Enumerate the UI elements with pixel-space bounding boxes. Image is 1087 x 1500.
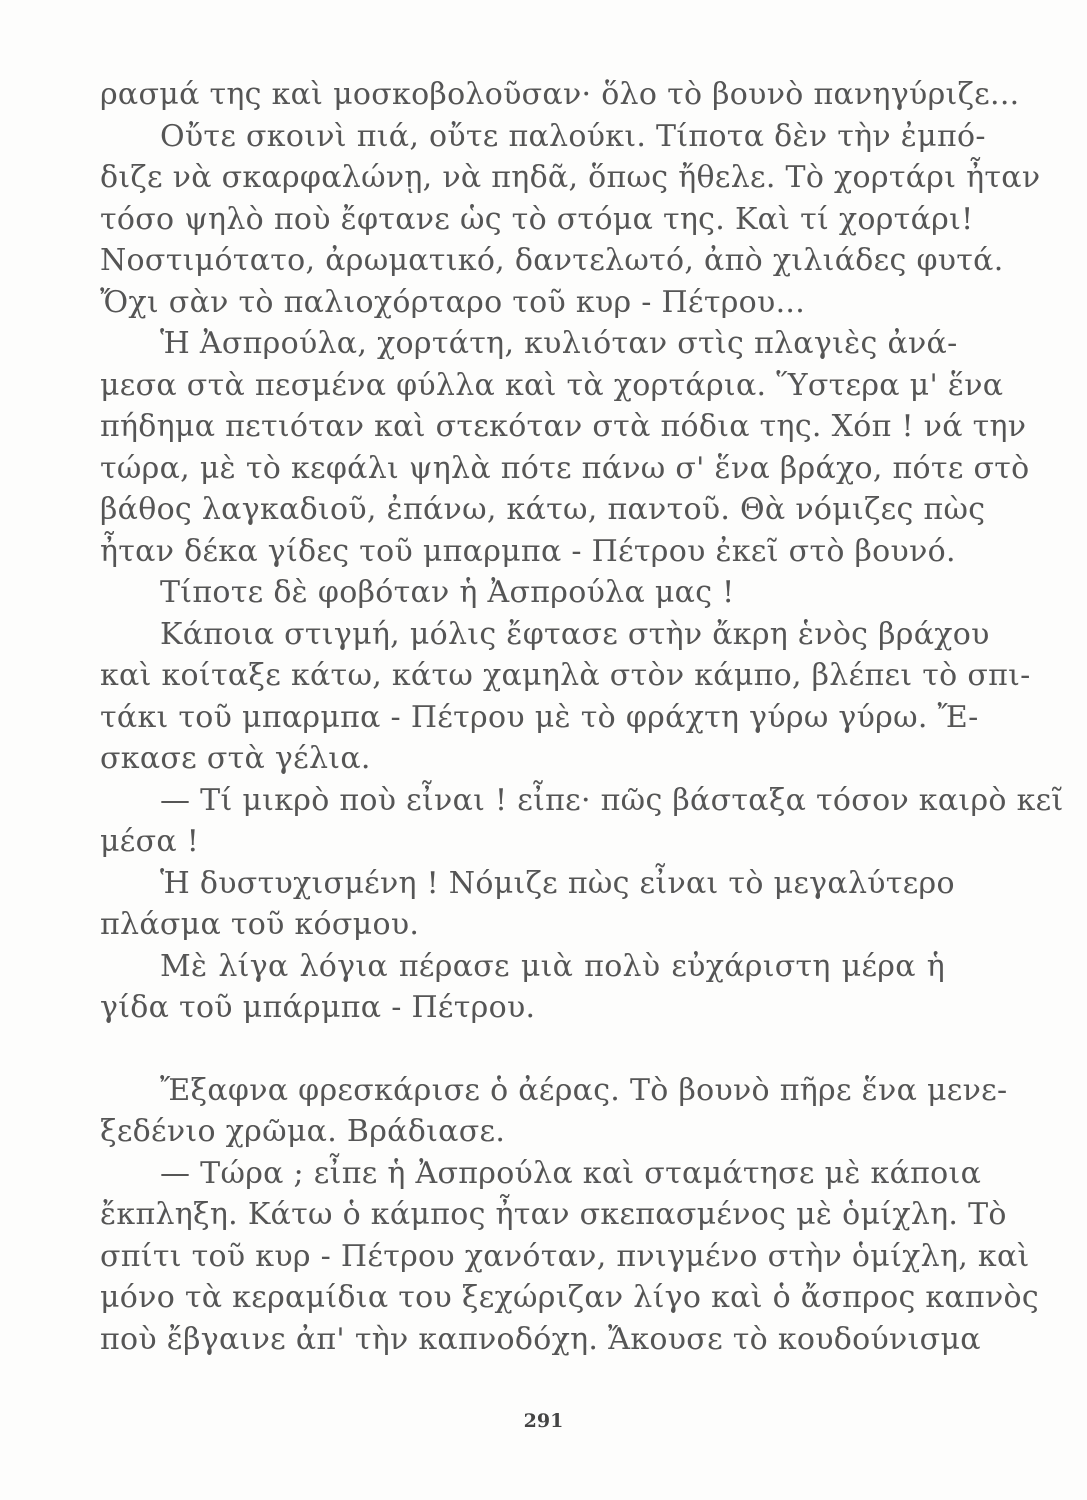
text-line: ρασμά της καὶ μοσκοβολοῦσαν· ὅλο τὸ βουνὸ πανηγύριζε... [100,77,1020,112]
text-line: διζε νὰ σκαρφαλώνῃ, νὰ πηδᾶ, ὅπως ἤθελε. Τὸ χορτάρι ἦταν [100,160,1041,195]
text-line: Ἔξαφνα φρεσκάρισε ὁ ἀέρας. Τὸ βουνὸ πῆρε ἕνα μενε- [160,1072,1008,1108]
text-line: Νοστιμότατο, ἀρωματικό, δαντελωτό, ἀπὸ χιλιάδες φυτά. [100,243,1004,278]
text-line: — Τώρα ; εἶπε ἡ Ἀσπρούλα καὶ σταμάτησε μὲ κάποια [160,1155,982,1191]
text-line: μέσα ! [100,824,200,859]
text-line: πήδημα πετιόταν καὶ στεκόταν στὰ πόδια της. Χόπ ! νά την [100,409,1027,444]
text-line: καὶ κοίταξε κάτω, κάτω χαμηλὰ στὸν κάμπο, βλέπει τὸ σπι- [100,658,1031,693]
text-line: σπίτι τοῦ κυρ - Πέτρου χανόταν, πνιγμένο στὴν ὁμίχλη, καὶ [100,1238,1030,1274]
text-line: ποὺ ἔβγαινε ἀπ' τὴν καπνοδόχη. Ἄκουσε τὸ κουδούνισμα [100,1321,981,1357]
text-line: τάκι τοῦ μπαρμπα - Πέτρου μὲ τὸ φράχτη γύρω γύρω. Ἔ- [100,699,979,735]
text-line: τώρα, μὲ τὸ κεφάλι ψηλὰ πότε πάνω σ' ἕνα βράχο, πότε στὸ [100,450,1030,486]
text-line: Οὔτε σκοινὶ πιά, οὔτε παλούκι. Τίποτα δὲν τὴν ἐμπό- [160,118,986,154]
text-line: πλάσμα τοῦ κόσμου. [100,907,420,942]
text-line: Ἡ Ἀσπρούλα, χορτάτη, κυλιόταν στὶς πλαγιὲς ἀνά- [160,326,958,361]
text-line: — Τί μικρὸ ποὺ εἶναι ! εἶπε· πῶς βάσταξα τόσον καιρὸ κεῖ [160,782,1064,818]
text-line: ἦταν δέκα γίδες τοῦ μπαρμπα - Πέτρου ἐκεῖ στὸ βουνό. [100,533,956,569]
text-line: μεσα στὰ πεσμένα φύλλα καὶ τὰ χορτάρια. Ὕστερα μ' ἕνα [100,367,1004,403]
text-line: μόνο τὰ κεραμίδια του ξεχώριζαν λίγο καὶ ὁ ἄσπρος καπνὸς [100,1280,1040,1315]
text-line: ξεδένιο χρῶμα. Βράδιασε. [100,1114,506,1149]
text-line: ἔκπληξη. Κάτω ὁ κάμπος ἦταν σκεπασμένος μὲ ὁμίχλη. Τὸ [100,1197,1007,1232]
text-line: Ὄχι σὰν τὸ παλιοχόρταρο τοῦ κυρ - Πέτρου... [100,284,806,320]
page-number: 291 [523,1410,564,1432]
text-line: βάθος λαγκαδιοῦ, ἐπάνω, κάτω, παντοῦ. Θὰ νόμιζες πὼς [100,492,986,527]
text-line: Μὲ λίγα λόγια πέρασε μιὰ πολὺ εὐχάριστη μέρα ἡ [160,948,945,984]
text-line: γίδα τοῦ μπάρμπα - Πέτρου. [100,990,536,1025]
text-line: σκασε στὰ γέλια. [100,741,371,776]
text-line: τόσο ψηλὸ ποὺ ἔφτανε ὡς τὸ στόμα της. Καὶ τί χορτάρι! [100,201,974,237]
text-line: Κάποια στιγμή, μόλις ἔφτασε στὴν ἄκρη ἑνὸς βράχου [160,616,990,652]
text-line: Ἡ δυστυχισμένη ! Νόμιζε πὼς εἶναι τὸ μεγαλύτερο [160,865,955,901]
text-line: Τίποτε δὲ φοβόταν ἡ Ἀσπρούλα μας ! [160,575,735,610]
body-text [100,74,1064,1360]
